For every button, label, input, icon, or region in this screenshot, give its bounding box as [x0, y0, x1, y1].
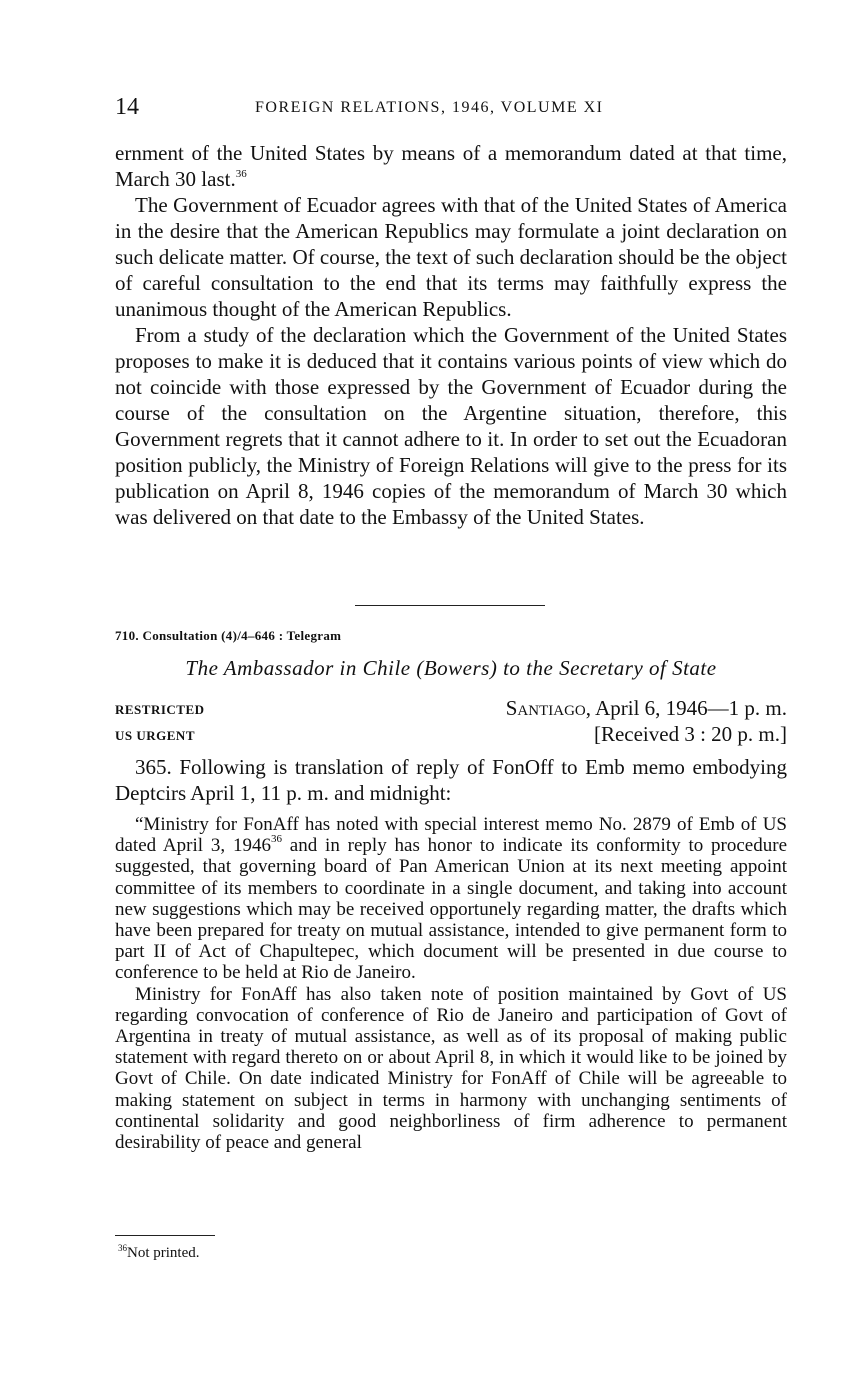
- paragraph: 365. Following is translation of reply of FonOff to Emb memo embodying Deptcirs April 1, 11 p. m. and midnight:: [115, 755, 787, 805]
- quote-paragraph: Ministry for FonAff has also taken note of position maintained by Govt of US regarding convocation of conference of Rio de Janeiro and participation of Govt of Argentina in treaty of mutual assistance, as well as of its proposal of making public statement with regard thereto on or about April 8, in which it would like to be joined by Govt of Chile. On date indicated Ministry for FonAff of Chile will be agreeable to making statement on subject in terms in harmony with unchanging sentiments of continental solidarity and good neighborliness of firm adherence to permanent desirability of peace and general: [115, 983, 787, 1154]
- running-head: FOREIGN RELATIONS, 1946, VOLUME XI: [255, 99, 604, 116]
- classification-restricted: RESTRICTED: [115, 702, 205, 717]
- paragraph: The Government of Ecuador agrees with that of the United States of America in the desire that the American Republics may formulate a joint declaration on such delicate matter. Of course, the text of such declaration should be the object of careful consultation to the end that its terms may faithfully express the unanimous thought of the American Republics.: [115, 193, 787, 321]
- received-time: [Received 3 : 20 p. m.]: [593, 722, 787, 746]
- classification-urgent: US URGENT: [115, 728, 195, 743]
- place: Santiago: [505, 696, 586, 720]
- received-row: [115, 722, 787, 748]
- footnote: [118, 1245, 200, 1262]
- continued-text: [115, 140, 787, 530]
- paragraph: From a study of the declaration which the Government of the United States proposes to make it is deduced that it contains various points of view which do not coincide with those expressed by the Government of Ecuador during the course of the consultation on the Argentine situation, therefore, this Government regrets that it cannot adhere to it. In order to set out the Ecuadoran position publicly, the Ministry of Foreign Relations will give to the press for its publication on April 8, 1946 copies of the memorandum of March 30 which was delivered on that date to the Embassy of the United States.: [115, 323, 787, 529]
- page-number: 14: [115, 94, 139, 120]
- quote-paragraph: “Ministry for FonAff has noted with special interest memo No. 2879 of Emb of US dated April 3, 1946$^{36}$ and in reply has honor to indicate its conformity to procedure suggested, that governing board of Pan American Union at its next meeting appoint committee of its members to coordinate in a single document, and taking into account new suggestions which may be received opportunely regarding matter, the drafts which have been prepared for treaty on mutual assistance, intended to give permanent form to part II of Act of Chapultepec, which document will be presented in due course to conference to be held at Rio de Janeiro.: [115, 814, 788, 984]
- paragraph-continued: ernment of the United States by means of a memorandum dated at that time, March 30 last.$^{36}$: [115, 141, 787, 191]
- footnote-number: 36: [118, 1243, 127, 1253]
- page-header: [115, 94, 787, 124]
- footnote-rule: [115, 1235, 215, 1236]
- dateline: [506, 696, 787, 721]
- footnote-text: Not printed.: [127, 1245, 200, 1261]
- footnote-ref: 36: [235, 168, 247, 180]
- telegram-intro: [115, 754, 787, 806]
- file-reference: 710. Consultation (4)/4–646 : Telegram: [115, 628, 342, 643]
- date-time: , April 6, 1946—1 p. m.: [585, 696, 787, 720]
- quoted-reply: [115, 814, 787, 1153]
- document-title: The Ambassador in Chile (Bowers) to the Secretary of State: [185, 656, 717, 680]
- footnote-ref: 36: [270, 833, 282, 846]
- section-divider: [355, 605, 545, 606]
- dateline-row: [115, 696, 787, 722]
